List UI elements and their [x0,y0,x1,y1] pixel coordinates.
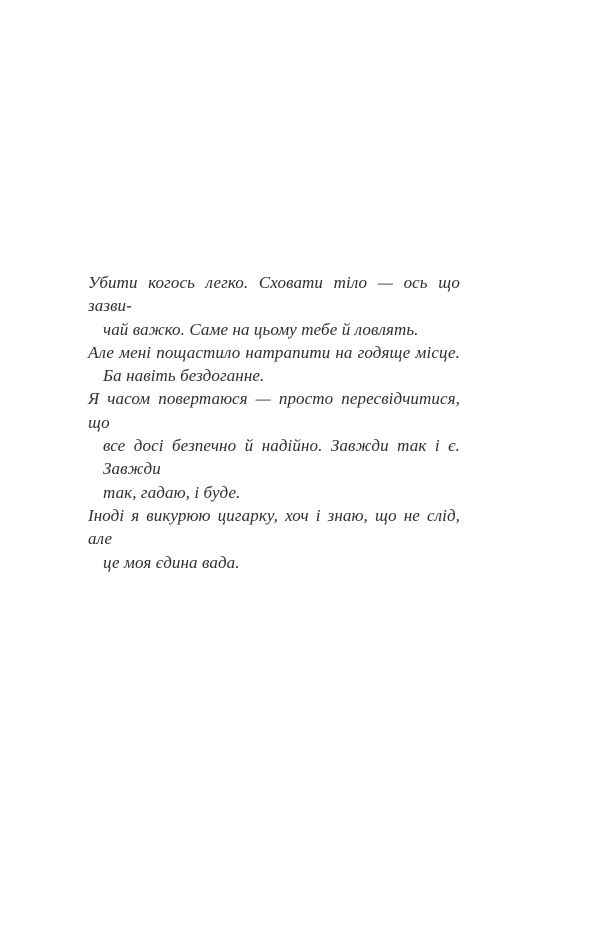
text-line: так, гадаю, і буде. [103,482,241,502]
paragraph [88,387,460,503]
text-line: Я часом повертаюся — просто пересвідчитися, що [88,389,460,432]
paragraph [88,504,460,574]
text-line: Іноді я викурюю цигарку, хоч і знаю, що не слід, але [88,505,460,549]
text-line: це моя єдина вада. [103,552,240,572]
text-block [88,271,460,574]
paragraph [88,341,460,388]
text-line: Ба навіть бездоганне. [103,366,265,386]
text-line: чай важко. Саме на цьому тебе й ловлять. [103,319,419,339]
text-line: все досі безпечно й надійно. Завжди так і є. Завжди [103,436,460,479]
paragraph [88,271,460,341]
text-line: Але мені пощастило натрапити на годяще місце. [88,342,460,362]
text-line: Убити когось легко. Сховати тіло — ось що зазви- [88,273,460,316]
